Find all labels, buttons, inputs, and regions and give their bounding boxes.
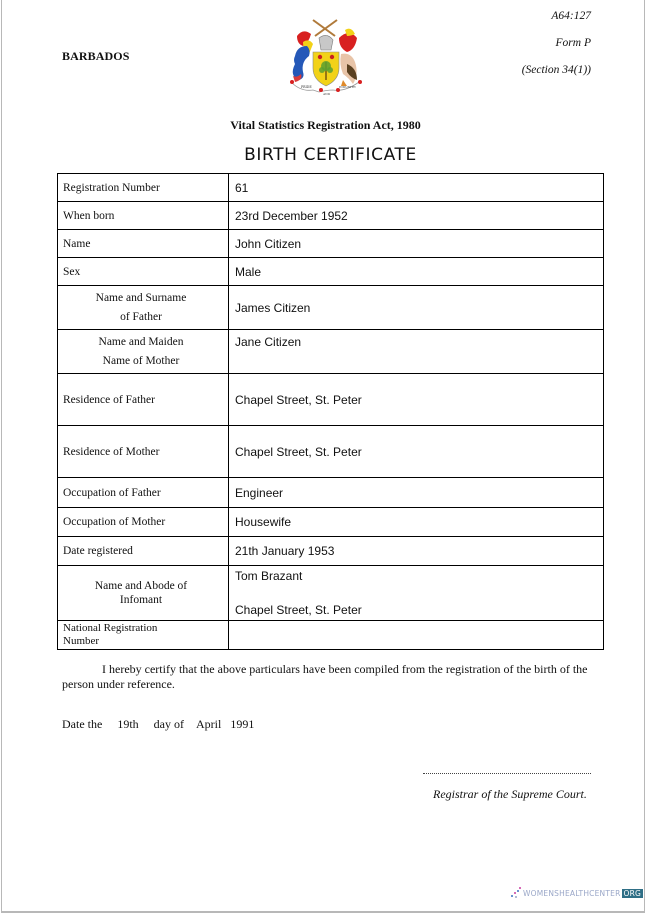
- row-value: 23rd December 1952: [229, 202, 604, 230]
- row-label: Sex: [58, 258, 229, 286]
- row-label: Occupation of Mother: [58, 508, 229, 537]
- reference-code: A64:127: [551, 10, 591, 22]
- table-row: [58, 621, 604, 650]
- table-row: [58, 374, 604, 426]
- form-label: Form P: [555, 37, 591, 49]
- row-label-line: Name and Surname: [95, 291, 187, 304]
- date-year: 1991: [230, 717, 255, 731]
- signatory-title: Registrar of the Supreme Court.: [433, 787, 587, 801]
- row-label-line: Number: [63, 635, 100, 647]
- row-label: [58, 566, 229, 621]
- section-reference: (Section 34(1)): [521, 64, 591, 76]
- row-label: Registration Number: [58, 174, 229, 202]
- watermark-suffix: ORG: [623, 888, 642, 898]
- row-label-line: Name and Abode of: [94, 580, 188, 592]
- table-row: [58, 258, 604, 286]
- issue-date: [62, 717, 254, 732]
- row-label-line: Name and Maiden: [98, 335, 184, 348]
- country-name: BARBADOS: [62, 49, 130, 63]
- table-row: [58, 202, 604, 230]
- date-month: April: [195, 717, 222, 731]
- row-label-line: of Father: [120, 310, 162, 323]
- table-row: [58, 286, 604, 330]
- row-value: Engineer: [229, 478, 604, 508]
- table-row: [58, 508, 604, 537]
- table-row: [58, 566, 604, 621]
- row-label: [58, 286, 229, 330]
- row-value: 21th January 1953: [229, 537, 604, 566]
- row-label-line: National Registration: [63, 622, 158, 634]
- dots-logo-icon: [510, 887, 522, 899]
- row-label: Name: [58, 230, 229, 258]
- row-value: [229, 566, 604, 621]
- row-label: Residence of Father: [58, 374, 229, 426]
- informant-abode: Chapel Street, St. Peter: [235, 603, 362, 617]
- table-row: [58, 330, 604, 374]
- row-label: [58, 621, 229, 650]
- row-value: Male: [229, 258, 604, 286]
- row-value: [229, 621, 604, 650]
- row-value: Chapel Street, St. Peter: [229, 374, 604, 426]
- row-value: John Citizen: [229, 230, 604, 258]
- table-row: [58, 174, 604, 202]
- row-label: When born: [58, 202, 229, 230]
- row-label: [58, 330, 229, 374]
- table-row: [58, 230, 604, 258]
- svg-text:AND: AND: [323, 92, 331, 96]
- svg-text:INDUSTRY: INDUSTRY: [339, 85, 356, 89]
- row-value: Jane Citizen: [229, 330, 604, 374]
- signature-line: [423, 773, 591, 774]
- row-value: Chapel Street, St. Peter: [229, 426, 604, 478]
- svg-text:PRIDE: PRIDE: [301, 85, 312, 89]
- date-prefix: Date the: [62, 717, 103, 731]
- birth-details-table: [57, 173, 604, 650]
- certification-statement: I hereby certify that the above particulars have been compiled from the registration of the birth of the person under reference.: [62, 662, 588, 691]
- date-day: 19th: [117, 717, 139, 731]
- row-value: James Citizen: [229, 286, 604, 330]
- act-title: Vital Statistics Registration Act, 1980: [230, 118, 421, 132]
- certificate-page: [1, 0, 645, 913]
- row-value: 61: [229, 174, 604, 202]
- coat-of-arms-icon: [283, 16, 369, 98]
- table-row: [58, 426, 604, 478]
- row-label-line: Name of Mother: [102, 354, 180, 367]
- table-row: [58, 478, 604, 508]
- document-title: BIRTH CERTIFICATE: [244, 145, 417, 165]
- row-value: Housewife: [229, 508, 604, 537]
- watermark-text: WOMENSHEALTHCENTER: [523, 888, 621, 898]
- row-label: Date registered: [58, 537, 229, 566]
- date-middle: day of: [153, 717, 184, 731]
- informant-name: Tom Brazant: [235, 569, 303, 583]
- table-row: [58, 537, 604, 566]
- row-label: Occupation of Father: [58, 478, 229, 508]
- row-label: Residence of Mother: [58, 426, 229, 478]
- watermark: [510, 887, 643, 899]
- row-label-line: Infomant: [119, 594, 163, 606]
